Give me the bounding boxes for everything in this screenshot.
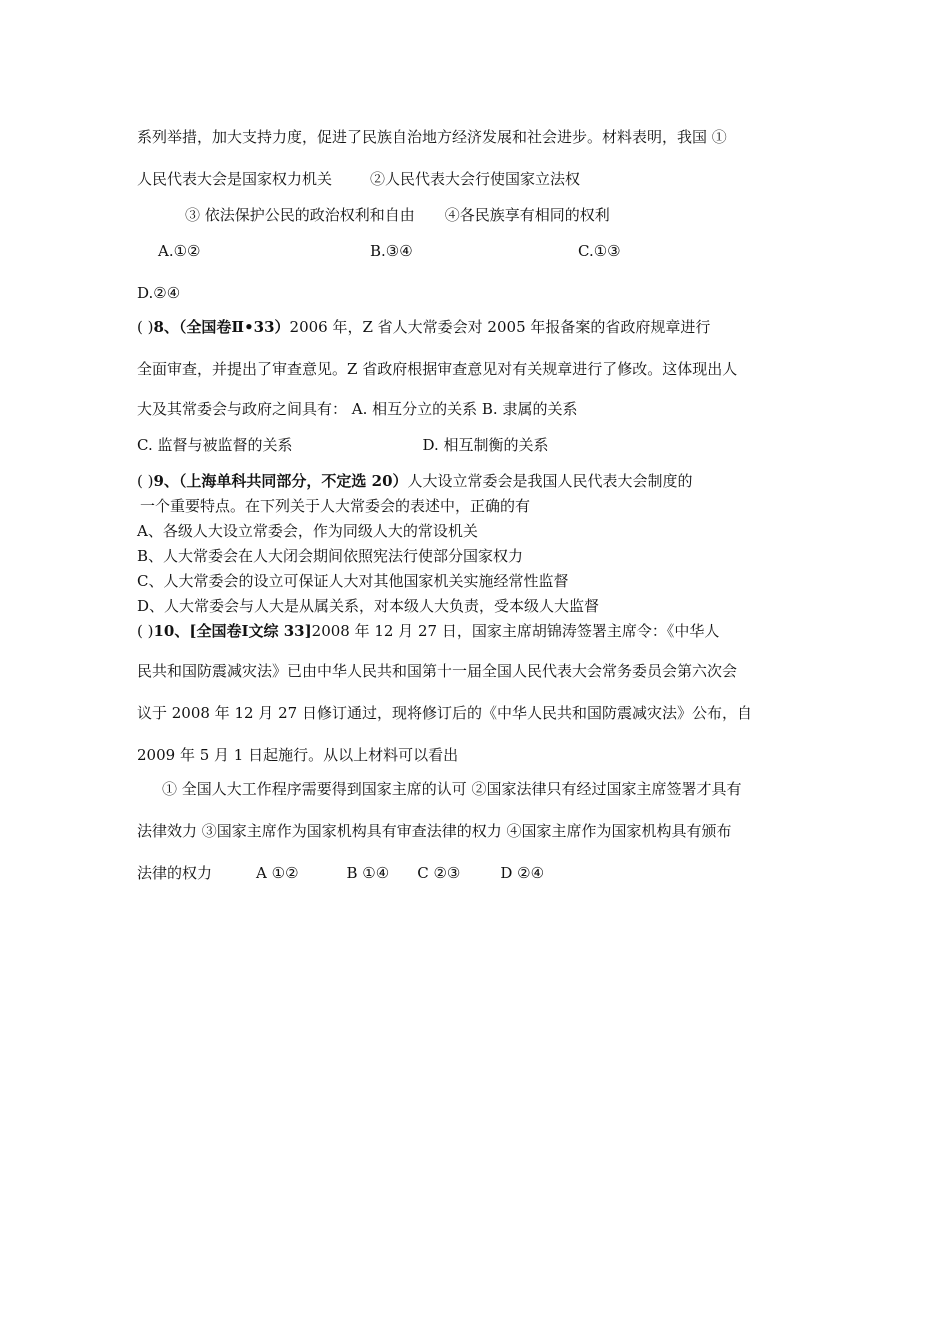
q8-answer-bracket: ( ): [137, 318, 154, 336]
q10-line3: 议于 2008 年 12 月 27 日修订通过，现将修订后的《中华人民共和国防震减灾法》公布，自: [137, 704, 752, 722]
q7-line3: [185, 205, 610, 225]
q9-option-a: A、各级人大设立常委会，作为同级人大的常设机关: [137, 522, 478, 540]
q8-line3: 大及其常委会与政府之间具有： A. 相互分立的关系 B. 隶属的关系: [137, 400, 578, 418]
q7-choice-4: ④各民族享有相同的权利: [444, 206, 610, 224]
q10-option-d: D ②④: [500, 864, 545, 882]
q10-stem-start: 2008 年 12 月 27 日，国家主席胡锦涛签署主席令：《中华人: [311, 622, 720, 640]
q8-line4: [137, 435, 549, 455]
q10-line6: 法律效力 ③国家主席作为国家机构具有审查法律的权力 ④国家主席作为国家机构具有颁布: [137, 822, 732, 840]
q8-option-d: D. 相互制衡的关系: [422, 436, 549, 454]
q7-option-d: D.②④: [137, 284, 181, 302]
q8-source: 8、（全国卷Ⅱ•33）: [153, 318, 290, 336]
q10-line5: ① 全国人大工作程序需要得到国家主席的认可 ②国家法律只有经过国家主席签署才具有: [162, 780, 742, 798]
q9-stem-start: 人大设立常委会是我国人民代表大会制度的: [407, 472, 693, 490]
q9-answer-bracket: ( ): [137, 472, 154, 490]
q10-source: 10、[全国卷Ⅰ文综 33]: [153, 622, 312, 640]
q7-line1: 系列举措，加大支持力度，促进了民族自治地方经济发展和社会进步。材料表明，我国 ①: [137, 128, 727, 146]
q10-line7: [137, 863, 544, 883]
q10-line4: 2009 年 5 月 1 日起施行。从以上材料可以看出: [137, 746, 459, 764]
q7-option-b: B.③④: [370, 242, 413, 260]
q7-line2: [137, 169, 580, 189]
q10-option-b: B ①④: [346, 864, 390, 882]
q8-line1: [137, 317, 710, 337]
q7-option-c: C.①③: [578, 242, 621, 260]
q8-line2: 全面审查，并提出了审查意见。Z 省政府根据审查意见对有关规章进行了修改。这体现出人: [137, 360, 738, 378]
q10-line1: [137, 621, 719, 641]
q9-option-d: D、人大常委会与人大是从属关系，对本级人大负责，受本级人大监督: [137, 597, 600, 615]
q10-answer-bracket: ( ): [137, 622, 154, 640]
q9-option-c: C、人大常委会的设立可保证人大对其他国家机关实施经常性监督: [137, 572, 569, 590]
q7-option-a: A.①②: [158, 242, 201, 260]
q10-option-c: C ②③: [417, 864, 461, 882]
q10-option-a: A ①②: [256, 864, 299, 882]
q7-choice-2: ②人民代表大会行使国家立法权: [370, 170, 581, 188]
q9-source: 9、（上海单科共同部分，不定选 20）: [153, 472, 408, 490]
q7-choice-3: ③ 依法保护公民的政治权利和自由: [185, 206, 415, 224]
q9-line1: [137, 471, 693, 491]
q9-option-b: B、人大常委会在人大闭会期间依照宪法行使部分国家权力: [137, 547, 524, 565]
q8-stem-start: 2006 年，Z 省人大常委会对 2005 年报备案的省政府规章进行: [289, 318, 711, 336]
q8-option-c: C. 监督与被监督的关系: [137, 436, 293, 454]
q10-line2: 民共和国防震减灾法》已由中华人民共和国第十一届全国人民代表大会常务委员会第六次会: [137, 662, 738, 680]
q9-line2: 一个重要特点。在下列关于人大常委会的表述中，正确的有: [140, 497, 531, 515]
q10-stem-end: 法律的权力: [137, 864, 213, 882]
q7-choice-1: 人民代表大会是国家权力机关: [137, 170, 333, 188]
